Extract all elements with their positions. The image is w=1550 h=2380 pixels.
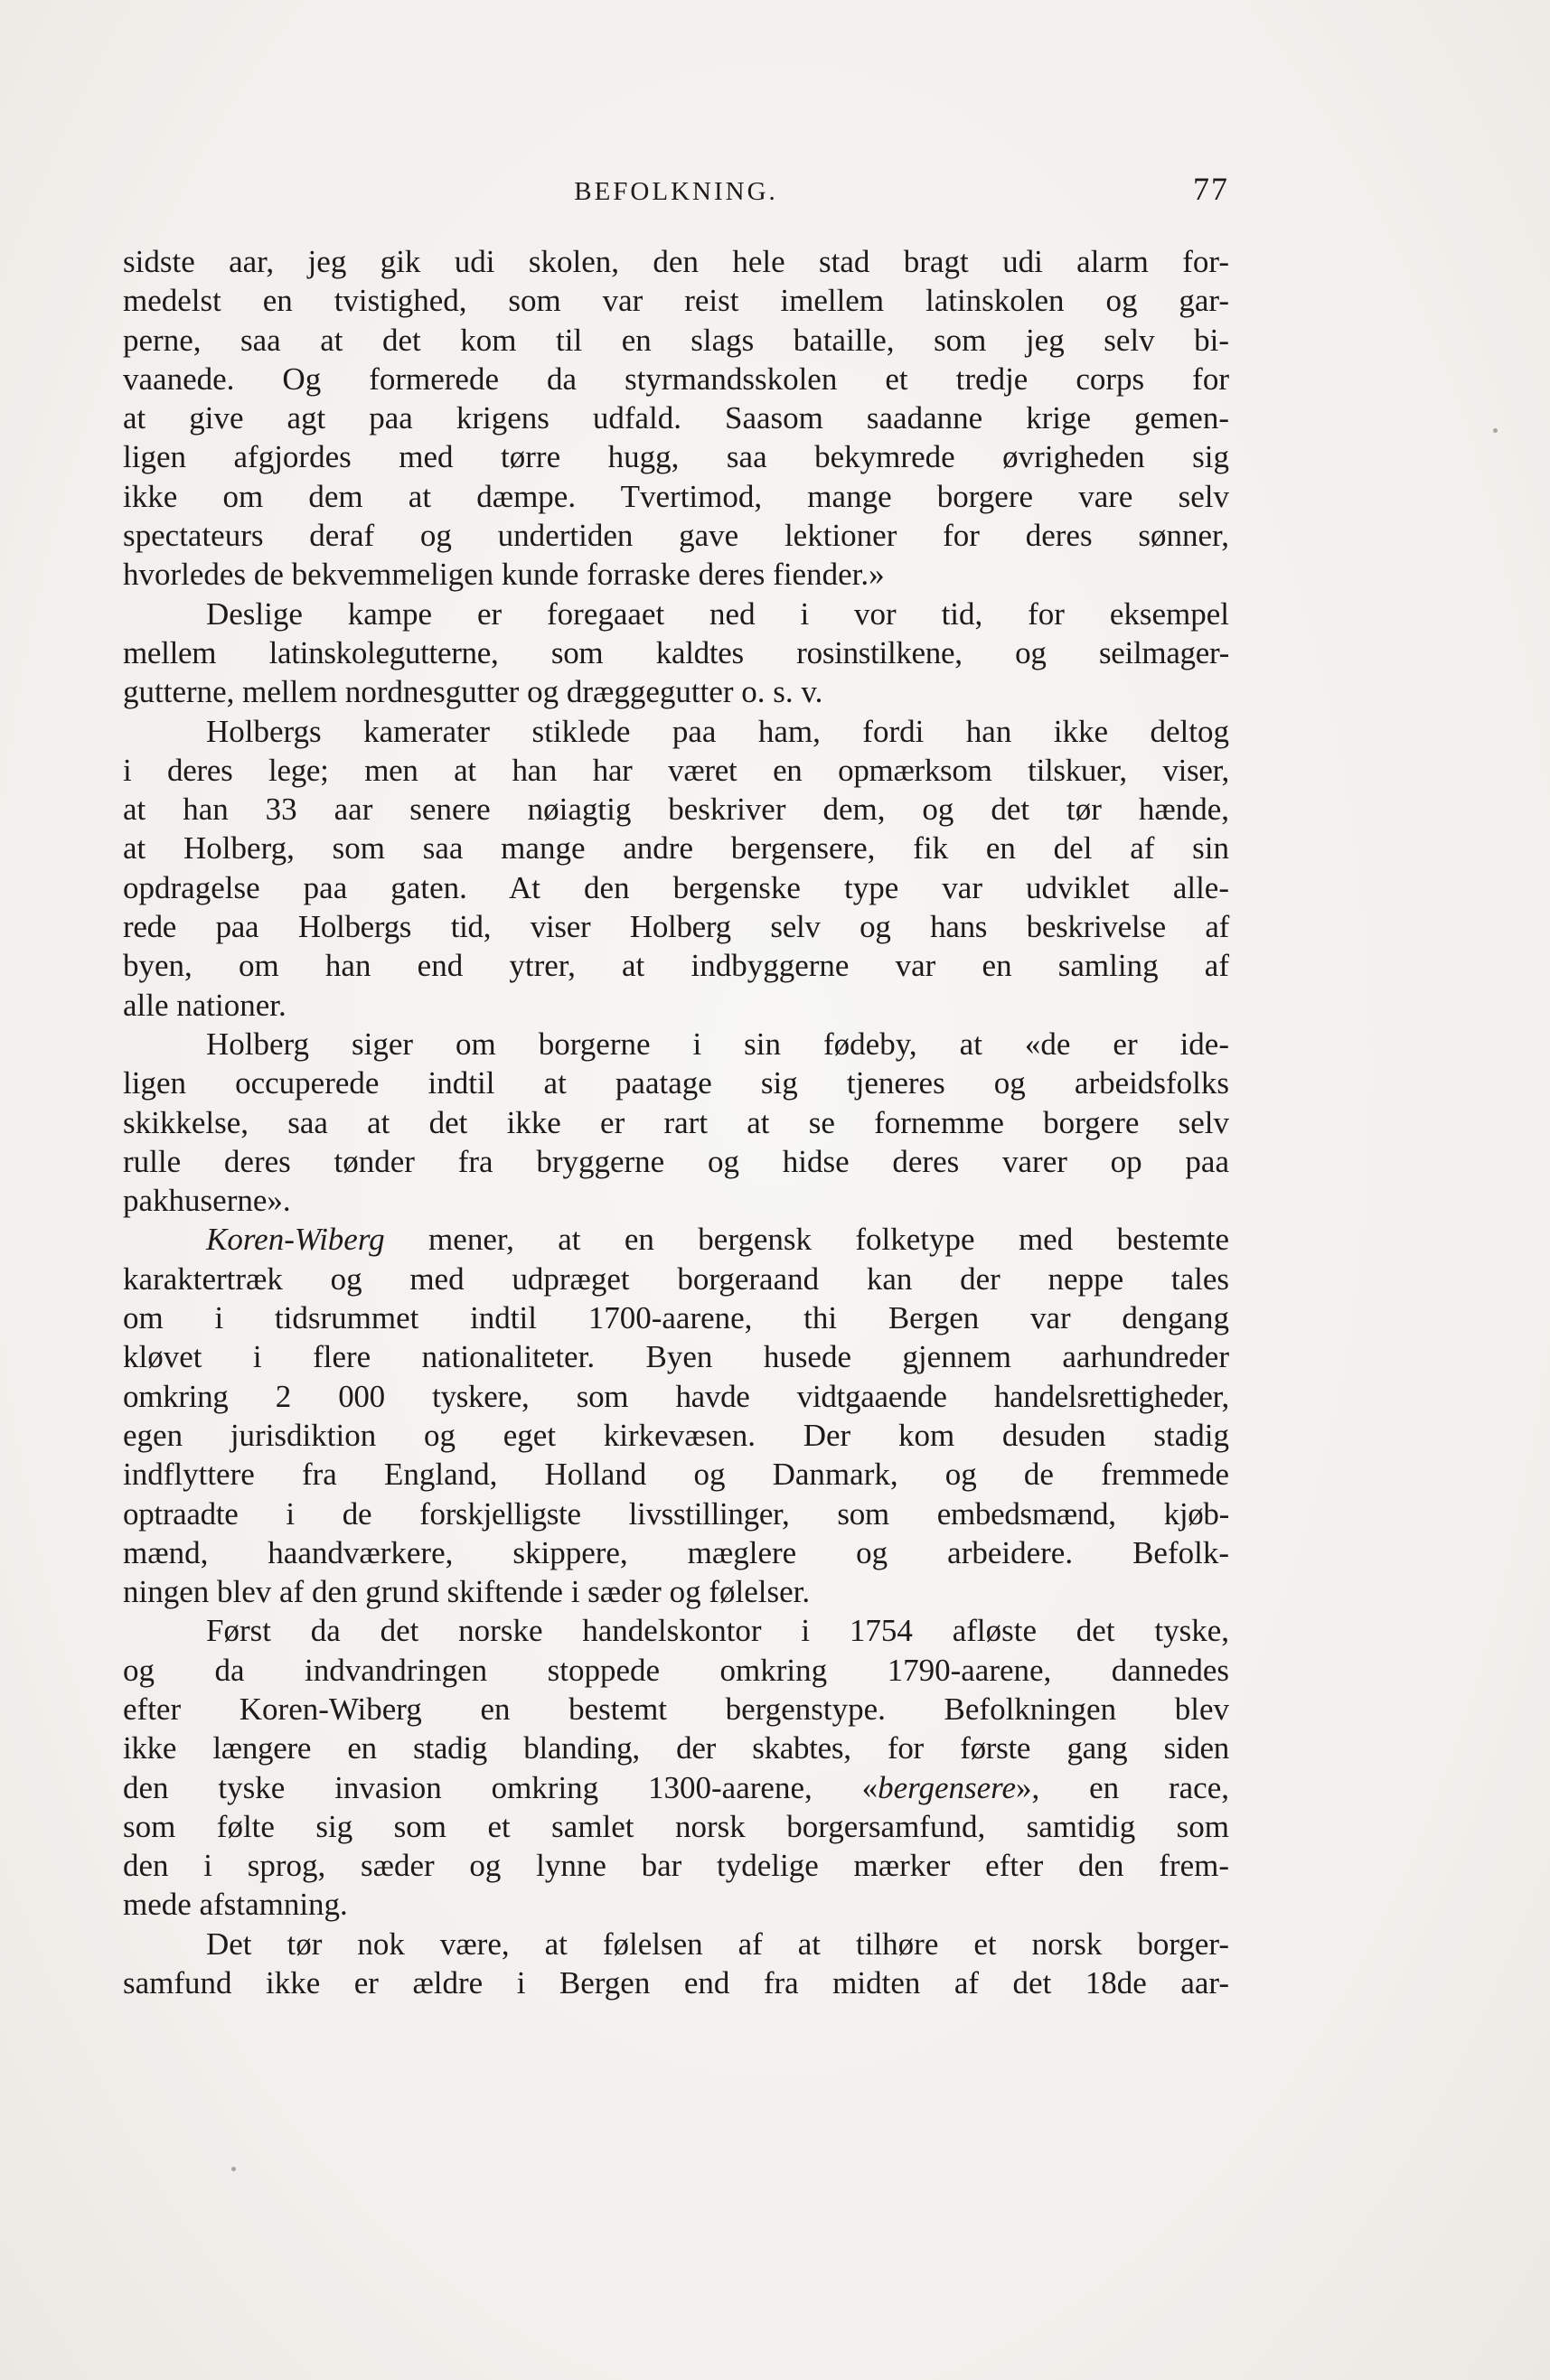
- text-line: pakhuserne».: [123, 1183, 291, 1219]
- text-line: Holberg siger om borgerne i sin fødeby, at «de er ide-: [206, 1026, 1229, 1062]
- paragraph: [123, 1611, 1229, 1924]
- text-line: Deslige kampe er foregaaet ned i vor tid, for eksempel: [206, 595, 1229, 632]
- text-line: mede afstamning.: [123, 1887, 348, 1923]
- text-line: som følte sig som et samlet norsk borgersamfund, samtidig som: [123, 1808, 1229, 1844]
- text-line: gutterne, mellem nordnesgutter og dræggegutter o. s. v.: [123, 674, 823, 710]
- text-line: i deres lege; men at han har været en opmærksom tilskuer, viser,: [123, 752, 1229, 788]
- text-line: rulle deres tønder fra bryggerne og hidse deres varer op paa: [123, 1143, 1229, 1179]
- text-line: om i tidsrummet indtil 1700-aarene, thi Bergen var dengang: [123, 1300, 1229, 1336]
- text-line: egen jurisdiktion og eget kirkevæsen. Der kom desuden stadig: [123, 1417, 1229, 1453]
- text-line: perne, saa at det kom til en slags bataille, som jeg selv bi-: [123, 322, 1229, 358]
- text-line: Først da det norske handelskontor i 1754 afløste det tyske,: [206, 1613, 1229, 1649]
- paragraph: [123, 1220, 1229, 1611]
- text-line: ningen blev af den grund skiftende i sæder og følelser.: [123, 1574, 811, 1610]
- text-line: og da indvandringen stoppede omkring 1790-aarene, dannedes: [123, 1652, 1229, 1688]
- paper-speck: [231, 2167, 236, 2171]
- italic-word: bergensere: [878, 1769, 1016, 1805]
- text-line: samfund ikke er ældre i Bergen end fra midten af det 18de aar-: [123, 1965, 1229, 2001]
- text-line: kløvet i flere nationaliteter. Byen husede gjennem aarhundreder: [123, 1339, 1229, 1375]
- text-line: opdragelse paa gaten. At den bergenske type var udviklet alle-: [123, 869, 1229, 905]
- paragraph: [123, 712, 1229, 1025]
- text-line: ligen occuperede indtil at paatage sig tjeneres og arbeidsfolks: [123, 1065, 1229, 1101]
- body-text: [123, 242, 1229, 2002]
- text-line: [123, 1220, 1229, 1259]
- text-line: skikkelse, saa at det ikke er rart at se fornemme borgere selv: [123, 1104, 1229, 1140]
- text-line: Det tør nok være, at følelsen af at tilhøre et norsk borger-: [206, 1926, 1229, 1962]
- text-line: omkring 2 000 tyskere, som havde vidtgaaende handelsrettigheder,: [123, 1378, 1229, 1414]
- text-fragment: den tyske invasion omkring 1300-aarene, «: [123, 1769, 878, 1805]
- text-line: karaktertræk og med udpræget borgeraand kan der neppe tales: [123, 1260, 1229, 1297]
- text-line: hvorledes de bekvemmeligen kunde forraske deres fiender.»: [123, 557, 885, 593]
- paragraph: [123, 1925, 1229, 2003]
- text-line: ikke om dem at dæmpe. Tvertimod, mange borgere vare selv: [123, 478, 1229, 514]
- italic-name: Koren-Wiberg: [206, 1222, 385, 1258]
- text-line: vaanede. Og formerede da styrmandsskolen et tredje corps for: [123, 361, 1229, 397]
- text-line: optraadte i de forskjelligste livsstillinger, som embedsmænd, kjøb-: [123, 1495, 1229, 1532]
- text-line: efter Koren-Wiberg en bestemt bergenstype. Befolkningen blev: [123, 1691, 1229, 1727]
- text-fragment: mener, at en bergensk folketype med bestemte: [384, 1222, 1229, 1258]
- paragraph: [123, 1025, 1229, 1220]
- paragraph: [123, 595, 1229, 712]
- text-line: at Holberg, som saa mange andre bergensere, fik en del af sin: [123, 830, 1229, 867]
- text-line: sidste aar, jeg gik udi skolen, den hele stad bragt udi alarm for-: [123, 244, 1229, 279]
- text-line: den i sprog, sæder og lynne bar tydelige mærker efter den frem-: [123, 1848, 1229, 1884]
- text-line: at give agt paa krigens udfald. Saasom saadanne krige gemen-: [123, 400, 1229, 436]
- text-line: mænd, haandværkere, skippere, mæglere og arbeidere. Befolk-: [123, 1534, 1229, 1570]
- text-line: mellem latinskolegutterne, som kaldtes rosinstilkene, og seilmager-: [123, 634, 1229, 670]
- running-head: BEFOLKNING.: [574, 177, 778, 206]
- text-line: at han 33 aar senere nøiagtig beskriver dem, og det tør hænde,: [123, 792, 1229, 828]
- text-line: indflyttere fra England, Holland og Danmark, og de fremmede: [123, 1457, 1229, 1493]
- text-fragment: », en race,: [1016, 1769, 1229, 1805]
- text-line: [123, 1768, 1229, 1807]
- paper-speck: [1493, 428, 1498, 433]
- text-line: spectateurs deraf og undertiden gave lektioner for deres sønner,: [123, 518, 1229, 554]
- page-header: [123, 170, 1229, 215]
- text-line: byen, om han end ytrer, at indbyggerne var en samling af: [123, 948, 1229, 984]
- text-line: medelst en tvistighed, som var reist imellem latinskolen og gar-: [123, 283, 1229, 319]
- text-line: alle nationer.: [123, 987, 287, 1023]
- text-line: ikke længere en stadig blanding, der skabtes, for første gang siden: [123, 1730, 1229, 1766]
- text-line: Holbergs kamerater stiklede paa ham, fordi han ikke deltog: [206, 713, 1229, 749]
- text-line: ligen afgjordes med tørre hugg, saa bekymrede øvrigheden sig: [123, 439, 1229, 475]
- text-line: rede paa Holbergs tid, viser Holberg selv og hans beskrivelse af: [123, 909, 1229, 945]
- paragraph: [123, 242, 1229, 595]
- page-number: 77: [1193, 171, 1229, 207]
